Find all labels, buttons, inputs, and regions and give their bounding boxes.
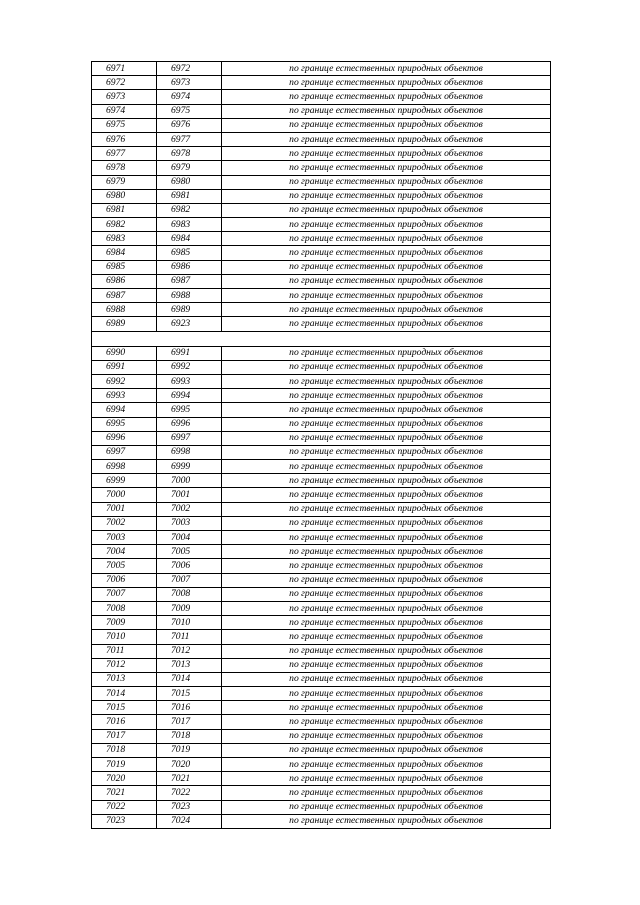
table-row <box>92 218 551 232</box>
from-point-cell: 7007 <box>92 587 157 601</box>
table-row <box>92 232 551 246</box>
table-row <box>92 90 551 104</box>
table-row <box>92 246 551 260</box>
from-point-cell: 6975 <box>92 118 157 132</box>
description-cell: по границе естественных природных объектов <box>222 417 551 431</box>
to-point-cell: 7002 <box>157 502 222 516</box>
description-cell: по границе естественных природных объектов <box>222 132 551 146</box>
from-point-cell: 6978 <box>92 161 157 175</box>
description-cell: по границе естественных природных объектов <box>222 814 551 828</box>
description-cell: по границе естественных природных объектов <box>222 573 551 587</box>
from-point-cell: 6971 <box>92 62 157 76</box>
to-point-cell: 7006 <box>157 559 222 573</box>
table-row <box>92 672 551 686</box>
to-point-cell: 6992 <box>157 360 222 374</box>
from-point-cell: 7001 <box>92 502 157 516</box>
from-point-cell: 6980 <box>92 189 157 203</box>
table-row <box>92 772 551 786</box>
table-row <box>92 658 551 672</box>
group-separator-row <box>92 331 551 346</box>
description-cell: по границе естественных природных объектов <box>222 374 551 388</box>
table-row <box>92 531 551 545</box>
to-point-cell: 7011 <box>157 630 222 644</box>
to-point-cell: 6923 <box>157 317 222 331</box>
description-cell: по границе естественных природных объектов <box>222 601 551 615</box>
description-cell: по границе естественных природных объектов <box>222 360 551 374</box>
description-cell: по границе естественных природных объектов <box>222 161 551 175</box>
table-row <box>92 161 551 175</box>
table-row <box>92 587 551 601</box>
description-cell: по границе естественных природных объектов <box>222 743 551 757</box>
to-point-cell: 7020 <box>157 758 222 772</box>
table-row <box>92 545 551 559</box>
description-cell: по границе естественных природных объектов <box>222 76 551 90</box>
from-point-cell: 7021 <box>92 786 157 800</box>
table-row <box>92 630 551 644</box>
from-point-cell: 7013 <box>92 672 157 686</box>
description-cell: по границе естественных природных объектов <box>222 346 551 360</box>
from-point-cell: 6994 <box>92 403 157 417</box>
from-point-cell: 7017 <box>92 729 157 743</box>
description-cell: по границе естественных природных объектов <box>222 658 551 672</box>
description-cell: по границе естественных природных объектов <box>222 289 551 303</box>
from-point-cell: 6999 <box>92 474 157 488</box>
to-point-cell: 7009 <box>157 601 222 615</box>
table-row <box>92 346 551 360</box>
from-point-cell: 7023 <box>92 814 157 828</box>
to-point-cell: 6995 <box>157 403 222 417</box>
table-row <box>92 118 551 132</box>
table-row <box>92 403 551 417</box>
from-point-cell: 6981 <box>92 203 157 217</box>
to-point-cell: 7019 <box>157 743 222 757</box>
description-cell: по границе естественных природных объектов <box>222 630 551 644</box>
to-point-cell: 6991 <box>157 346 222 360</box>
table-row <box>92 289 551 303</box>
table-row <box>92 374 551 388</box>
from-point-cell: 6997 <box>92 445 157 459</box>
from-point-cell: 6974 <box>92 104 157 118</box>
to-point-cell: 6981 <box>157 189 222 203</box>
table-row <box>92 644 551 658</box>
table-row <box>92 715 551 729</box>
to-point-cell: 6994 <box>157 389 222 403</box>
description-cell: по границе естественных природных объектов <box>222 772 551 786</box>
description-cell: по границе естественных природных объектов <box>222 644 551 658</box>
description-cell: по границе естественных природных объектов <box>222 729 551 743</box>
table-row <box>92 687 551 701</box>
description-cell: по границе естественных природных объектов <box>222 232 551 246</box>
table-row <box>92 360 551 374</box>
from-point-cell: 6982 <box>92 218 157 232</box>
description-cell: по границе естественных природных объектов <box>222 147 551 161</box>
description-cell: по границе естественных природных объектов <box>222 317 551 331</box>
from-point-cell: 6988 <box>92 303 157 317</box>
description-cell: по границе естественных природных объектов <box>222 715 551 729</box>
from-point-cell: 7009 <box>92 616 157 630</box>
to-point-cell: 6987 <box>157 274 222 288</box>
description-cell: по границе естественных природных объектов <box>222 672 551 686</box>
description-cell: по границе естественных природных объектов <box>222 786 551 800</box>
to-point-cell: 7024 <box>157 814 222 828</box>
from-point-cell: 6998 <box>92 460 157 474</box>
to-point-cell: 7023 <box>157 800 222 814</box>
from-point-cell: 7022 <box>92 800 157 814</box>
from-point-cell: 7002 <box>92 516 157 530</box>
description-cell: по границе естественных природных объектов <box>222 616 551 630</box>
to-point-cell: 7014 <box>157 672 222 686</box>
to-point-cell: 7022 <box>157 786 222 800</box>
table-row <box>92 559 551 573</box>
description-cell: по границе естественных природных объектов <box>222 687 551 701</box>
to-point-cell: 6996 <box>157 417 222 431</box>
table-row <box>92 474 551 488</box>
to-point-cell: 6974 <box>157 90 222 104</box>
to-point-cell: 6993 <box>157 374 222 388</box>
to-point-cell: 6979 <box>157 161 222 175</box>
to-point-cell: 7016 <box>157 701 222 715</box>
from-point-cell: 7005 <box>92 559 157 573</box>
table-row <box>92 701 551 715</box>
from-point-cell: 7019 <box>92 758 157 772</box>
table-row <box>92 786 551 800</box>
from-point-cell: 7011 <box>92 644 157 658</box>
boundary-table-body <box>92 62 551 829</box>
description-cell: по границе естественных природных объектов <box>222 203 551 217</box>
from-point-cell: 7010 <box>92 630 157 644</box>
table-row <box>92 389 551 403</box>
from-point-cell: 6990 <box>92 346 157 360</box>
table-row <box>92 76 551 90</box>
table-row <box>92 274 551 288</box>
to-point-cell: 6989 <box>157 303 222 317</box>
description-cell: по границе естественных природных объектов <box>222 474 551 488</box>
description-cell: по границе естественных природных объектов <box>222 175 551 189</box>
from-point-cell: 7018 <box>92 743 157 757</box>
description-cell: по границе естественных природных объектов <box>222 189 551 203</box>
description-cell: по границе естественных природных объектов <box>222 431 551 445</box>
table-row <box>92 743 551 757</box>
to-point-cell: 6976 <box>157 118 222 132</box>
from-point-cell: 6996 <box>92 431 157 445</box>
from-point-cell: 6986 <box>92 274 157 288</box>
to-point-cell: 6997 <box>157 431 222 445</box>
from-point-cell: 6985 <box>92 260 157 274</box>
to-point-cell: 7010 <box>157 616 222 630</box>
description-cell: по границе естественных природных объектов <box>222 118 551 132</box>
table-row <box>92 516 551 530</box>
to-point-cell: 7000 <box>157 474 222 488</box>
description-cell: по границе естественных природных объектов <box>222 800 551 814</box>
to-point-cell: 6973 <box>157 76 222 90</box>
from-point-cell: 6979 <box>92 175 157 189</box>
boundary-table <box>91 61 551 829</box>
description-cell: по границе естественных природных объектов <box>222 246 551 260</box>
to-point-cell: 6975 <box>157 104 222 118</box>
to-point-cell: 7012 <box>157 644 222 658</box>
to-point-cell: 7021 <box>157 772 222 786</box>
description-cell: по границе естественных природных объектов <box>222 104 551 118</box>
description-cell: по границе естественных природных объектов <box>222 502 551 516</box>
from-point-cell: 7003 <box>92 531 157 545</box>
description-cell: по границе естественных природных объектов <box>222 460 551 474</box>
description-cell: по границе естественных природных объектов <box>222 445 551 459</box>
from-point-cell: 6989 <box>92 317 157 331</box>
description-cell: по границе естественных природных объектов <box>222 758 551 772</box>
description-cell: по границе естественных природных объектов <box>222 488 551 502</box>
description-cell: по границе естественных природных объектов <box>222 701 551 715</box>
table-row <box>92 814 551 828</box>
table-row <box>92 431 551 445</box>
to-point-cell: 6999 <box>157 460 222 474</box>
table-row <box>92 460 551 474</box>
table-row <box>92 800 551 814</box>
table-row <box>92 62 551 76</box>
table-row <box>92 317 551 331</box>
to-point-cell: 6984 <box>157 232 222 246</box>
to-point-cell: 6982 <box>157 203 222 217</box>
from-point-cell: 6993 <box>92 389 157 403</box>
to-point-cell: 7008 <box>157 587 222 601</box>
group-separator-cell <box>92 331 551 346</box>
from-point-cell: 6972 <box>92 76 157 90</box>
table-row <box>92 132 551 146</box>
from-point-cell: 7006 <box>92 573 157 587</box>
description-cell: по границе естественных природных объектов <box>222 559 551 573</box>
from-point-cell: 7014 <box>92 687 157 701</box>
to-point-cell: 6980 <box>157 175 222 189</box>
table-row <box>92 203 551 217</box>
table-row <box>92 729 551 743</box>
table-row <box>92 417 551 431</box>
to-point-cell: 6986 <box>157 260 222 274</box>
description-cell: по границе естественных природных объектов <box>222 403 551 417</box>
table-row <box>92 147 551 161</box>
to-point-cell: 6972 <box>157 62 222 76</box>
from-point-cell: 6977 <box>92 147 157 161</box>
to-point-cell: 7005 <box>157 545 222 559</box>
table-row <box>92 616 551 630</box>
description-cell: по границе естественных природных объектов <box>222 389 551 403</box>
from-point-cell: 6984 <box>92 246 157 260</box>
description-cell: по границе естественных природных объектов <box>222 90 551 104</box>
description-cell: по границе естественных природных объектов <box>222 274 551 288</box>
from-point-cell: 7020 <box>92 772 157 786</box>
from-point-cell: 7016 <box>92 715 157 729</box>
description-cell: по границе естественных природных объектов <box>222 218 551 232</box>
from-point-cell: 7004 <box>92 545 157 559</box>
from-point-cell: 6987 <box>92 289 157 303</box>
description-cell: по границе естественных природных объектов <box>222 303 551 317</box>
to-point-cell: 7007 <box>157 573 222 587</box>
to-point-cell: 7015 <box>157 687 222 701</box>
to-point-cell: 7001 <box>157 488 222 502</box>
description-cell: по границе естественных природных объектов <box>222 260 551 274</box>
to-point-cell: 7017 <box>157 715 222 729</box>
description-cell: по границе естественных природных объектов <box>222 587 551 601</box>
from-point-cell: 6991 <box>92 360 157 374</box>
table-row <box>92 260 551 274</box>
from-point-cell: 7015 <box>92 701 157 715</box>
to-point-cell: 6977 <box>157 132 222 146</box>
from-point-cell: 6992 <box>92 374 157 388</box>
from-point-cell: 7000 <box>92 488 157 502</box>
table-row <box>92 601 551 615</box>
table-row <box>92 104 551 118</box>
table-row <box>92 573 551 587</box>
to-point-cell: 7013 <box>157 658 222 672</box>
from-point-cell: 6976 <box>92 132 157 146</box>
table-row <box>92 303 551 317</box>
table-row <box>92 502 551 516</box>
to-point-cell: 6985 <box>157 246 222 260</box>
from-point-cell: 6973 <box>92 90 157 104</box>
description-cell: по границе естественных природных объектов <box>222 545 551 559</box>
to-point-cell: 6978 <box>157 147 222 161</box>
description-cell: по границе естественных природных объектов <box>222 62 551 76</box>
table-row <box>92 758 551 772</box>
table-row <box>92 488 551 502</box>
to-point-cell: 7004 <box>157 531 222 545</box>
from-point-cell: 6995 <box>92 417 157 431</box>
to-point-cell: 6988 <box>157 289 222 303</box>
table-row <box>92 445 551 459</box>
description-cell: по границе естественных природных объектов <box>222 516 551 530</box>
to-point-cell: 7003 <box>157 516 222 530</box>
to-point-cell: 6998 <box>157 445 222 459</box>
table-row <box>92 189 551 203</box>
from-point-cell: 7012 <box>92 658 157 672</box>
to-point-cell: 6983 <box>157 218 222 232</box>
description-cell: по границе естественных природных объектов <box>222 531 551 545</box>
from-point-cell: 7008 <box>92 601 157 615</box>
from-point-cell: 6983 <box>92 232 157 246</box>
table-row <box>92 175 551 189</box>
to-point-cell: 7018 <box>157 729 222 743</box>
